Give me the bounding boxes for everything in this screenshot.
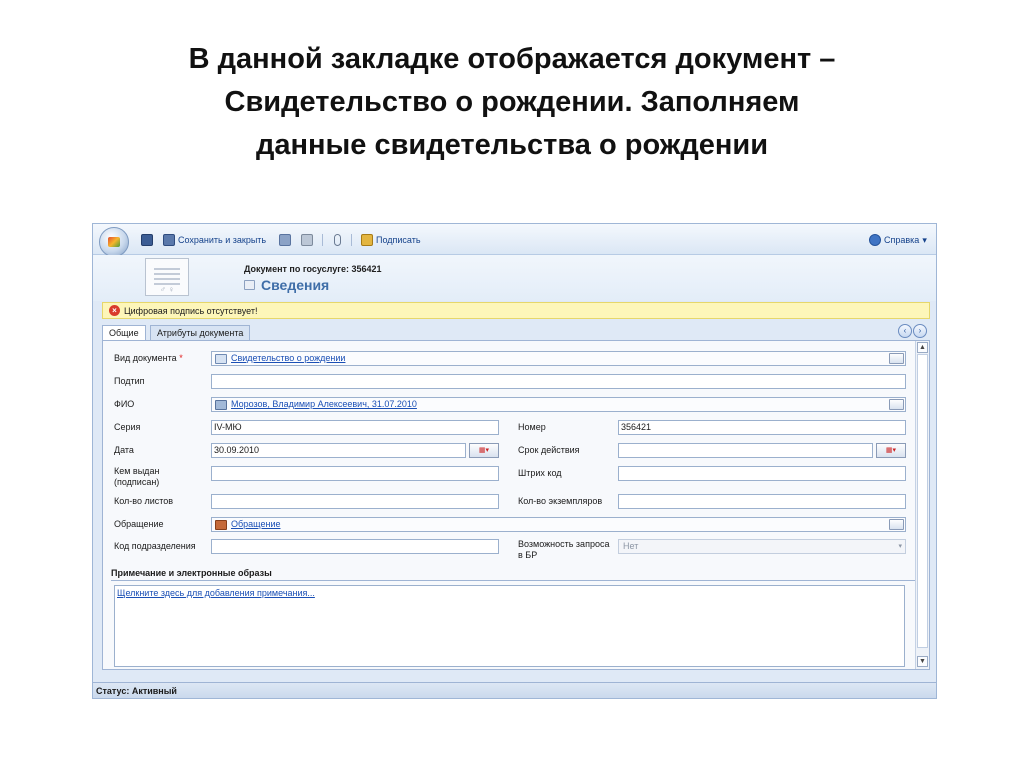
calendar-button[interactable]: ▦▾	[876, 443, 906, 458]
notes-section-title: Примечание и электронные образы	[111, 568, 915, 581]
form-header	[93, 255, 936, 301]
scroll-up-button[interactable]: ▲	[917, 342, 928, 353]
division-label: Код подразделения	[114, 541, 196, 551]
lookup-icon[interactable]	[889, 353, 904, 364]
validity-label: Срок действия	[518, 445, 580, 455]
document-entity-icon	[145, 258, 189, 296]
document-caption: Документ по госуслуге: 356421	[244, 264, 382, 274]
br-select-value: Нет	[623, 541, 639, 551]
tab-prev-button[interactable]: ‹	[898, 324, 912, 338]
division-field[interactable]	[211, 539, 499, 554]
form-panel	[102, 340, 930, 670]
tab-document-attributes[interactable]: Атрибуты документа	[150, 325, 250, 341]
slide-title-line-1: В данной закладке отображается документ –	[188, 43, 836, 75]
section-heading-label: Сведения	[261, 277, 330, 293]
sign-icon	[361, 234, 373, 246]
br-label	[518, 539, 609, 561]
crm-window	[92, 223, 937, 699]
signature-warning-bar	[102, 302, 930, 319]
status-bar: Статус: Активный	[93, 682, 936, 699]
lookup-icon[interactable]	[889, 399, 904, 410]
help-label: Справка	[884, 235, 920, 245]
error-icon: ×	[109, 305, 120, 316]
issued-by-label-line-1: Кем выдан	[114, 466, 160, 476]
slide-title	[0, 38, 1024, 167]
help-button[interactable]	[869, 233, 927, 247]
calendar-button[interactable]: ▦▾	[469, 443, 499, 458]
number-label: Номер	[518, 422, 546, 432]
signature-warning-text: Цифровая подпись отсутствует!	[124, 305, 258, 316]
save-close-icon	[163, 234, 175, 246]
toolbar	[93, 224, 936, 255]
br-select[interactable]	[618, 539, 906, 554]
fio-lookup[interactable]	[211, 397, 906, 412]
form-icon	[244, 280, 255, 290]
sheets-label: Кол-во листов	[114, 496, 174, 506]
chevron-down-icon: ▾	[922, 234, 927, 245]
issued-by-field[interactable]	[211, 466, 499, 481]
help-icon	[869, 234, 881, 246]
save-button[interactable]	[141, 233, 153, 247]
paperclip-icon	[334, 234, 341, 246]
save-new-button[interactable]	[279, 233, 291, 247]
issued-by-label-line-2: (подписан)	[114, 477, 160, 487]
date-label: Дата	[114, 445, 134, 455]
vertical-scrollbar[interactable]	[915, 341, 929, 669]
notes-area[interactable]	[114, 585, 905, 667]
number-field[interactable]: 356421	[618, 420, 906, 435]
fio-label: ФИО	[114, 399, 135, 409]
appeal-label: Обращение	[114, 519, 164, 529]
issued-by-label	[114, 466, 159, 488]
save-new-icon	[279, 234, 291, 246]
doc-type-label	[114, 353, 183, 364]
required-mark: *	[179, 353, 183, 363]
date-field[interactable]: 30.09.2010	[211, 443, 466, 458]
attach-button[interactable]	[334, 233, 341, 247]
br-label-line-1: Возможность запроса	[518, 539, 610, 549]
add-note-link[interactable]: Щелкните здесь для добавления примечания...	[117, 588, 315, 598]
copies-label: Кол-во экземпляров	[518, 496, 603, 506]
document-icon	[215, 354, 227, 364]
subtype-field[interactable]	[211, 374, 906, 389]
validity-field[interactable]	[618, 443, 873, 458]
print-icon	[301, 234, 313, 246]
barcode-field[interactable]	[618, 466, 906, 481]
save-icon	[141, 234, 153, 246]
sign-label: Подписать	[376, 235, 421, 245]
section-heading	[244, 277, 329, 293]
slide-title-line-2: Свидетельство о рождении. Заполняем	[224, 86, 800, 118]
sign-button[interactable]	[361, 233, 421, 247]
tab-strip	[102, 324, 930, 340]
save-and-close-label: Сохранить и закрыть	[178, 235, 267, 245]
scroll-down-button[interactable]: ▼	[917, 656, 928, 667]
appeal-value[interactable]: Обращение	[231, 519, 281, 529]
copies-field[interactable]	[618, 494, 906, 509]
slide-title-line-3: данные свидетельства о рождении	[255, 129, 769, 161]
print-button[interactable]	[301, 233, 313, 247]
toolbar-divider	[322, 234, 323, 246]
toolbar-divider	[351, 234, 352, 246]
br-label-line-2: в БР	[518, 550, 538, 560]
fio-value[interactable]: Морозов, Владимир Алексеевич, 31.07.2010	[231, 399, 417, 409]
lookup-icon[interactable]	[889, 519, 904, 530]
series-field[interactable]: IV-МЮ	[211, 420, 499, 435]
app-menu-orb-button[interactable]	[99, 227, 129, 257]
doc-type-value[interactable]: Свидетельство о рождении	[231, 353, 346, 363]
briefcase-icon	[215, 520, 227, 530]
series-label: Серия	[114, 422, 141, 432]
barcode-label: Штрих код	[518, 468, 562, 478]
tab-next-button[interactable]: ›	[913, 324, 927, 338]
chevron-down-icon: ▾	[898, 543, 902, 550]
subtype-label: Подтип	[114, 376, 145, 386]
doc-type-label-text: Вид документа	[114, 353, 177, 363]
appeal-lookup[interactable]	[211, 517, 906, 532]
tab-general[interactable]: Общие	[102, 325, 146, 341]
person-icon	[215, 400, 227, 410]
doc-type-lookup[interactable]	[211, 351, 906, 366]
sheets-field[interactable]	[211, 494, 499, 509]
save-and-close-button[interactable]	[163, 233, 266, 247]
scroll-track[interactable]	[917, 354, 928, 648]
